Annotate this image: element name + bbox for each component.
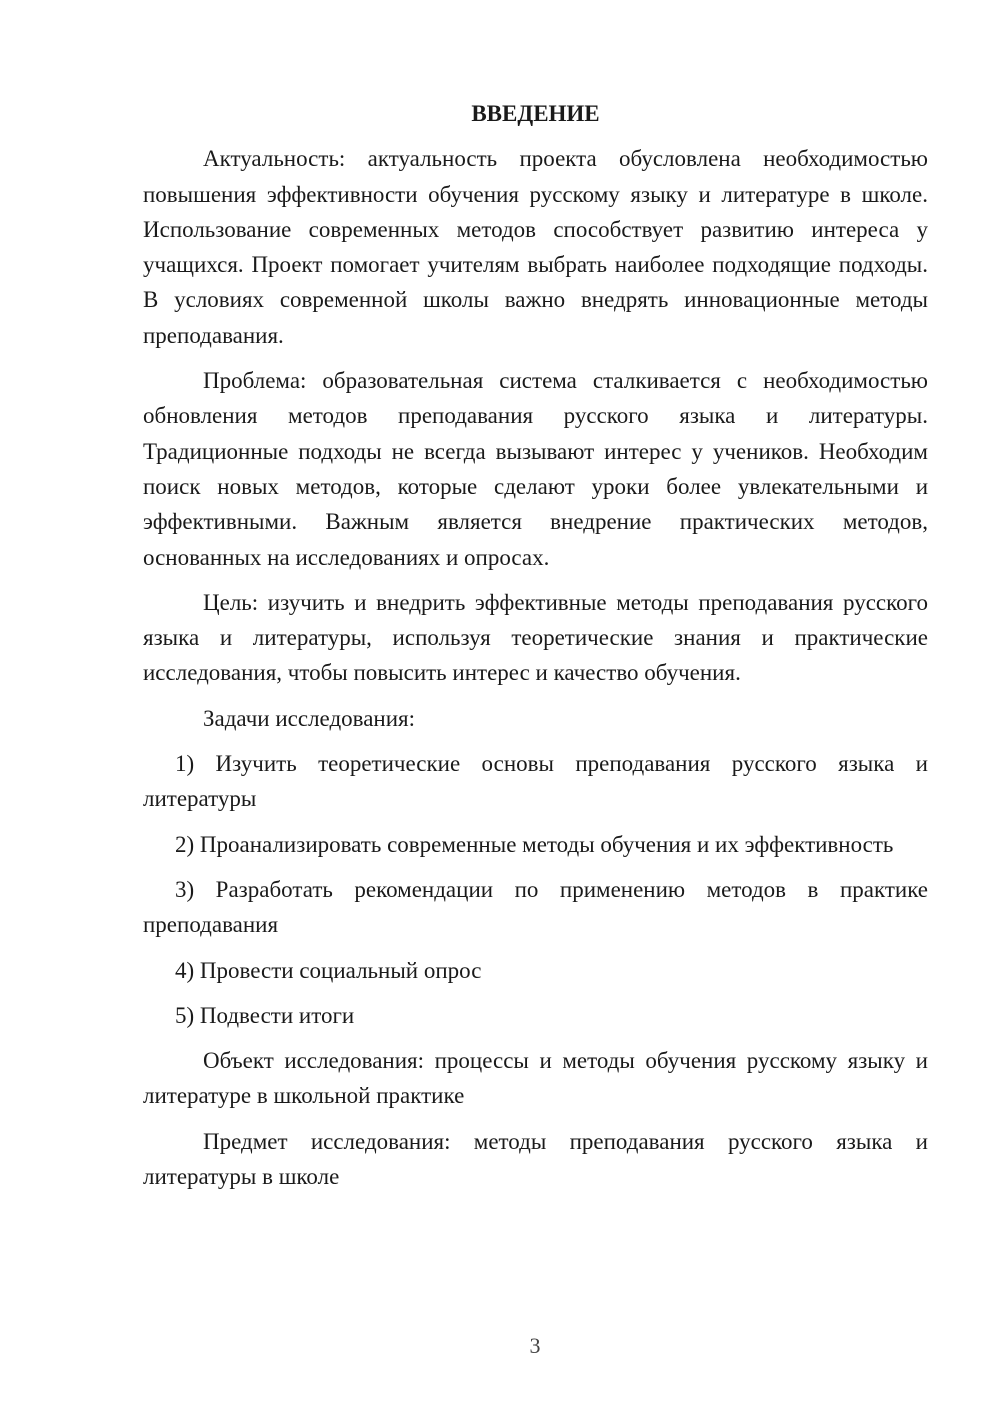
page-content [143,96,928,1204]
page-title: ВВЕДЕНИЕ [471,101,600,126]
paragraph-subject: Предмет исследования: методы преподавания русского языка и литературы в школе [143,1128,928,1190]
paragraph-object: Объект исследования: процессы и методы обучения русскому языку и литературе в школьной практике [143,1048,928,1109]
task-item: 1) Изучить теоретические основы преподавания русского языка и литературы [143,751,928,812]
paragraph-goal: Цель: изучить и внедрить эффективные методы преподавания русского языка и литературы, используя теоретические знания и практические исследования, чтобы повысить интерес и качество обучения. [143,589,928,686]
task-item: 4) Провести социальный опрос [175,957,482,983]
paragraph-problem: Проблема: образовательная система сталкивается с необходимостью обновления методов преподавания русского языка и литературы. Традиционные подходы не всегда вызывают интерес у учеников. Необходим поиск новых методов, которые сделают уроки более увлекательными и эффективными. Важным является внедрение практических методов, основанных на исследованиях и опросах. [143,368,928,570]
paragraph-relevance: Актуальность: актуальность проекта обусловлена необходимостью повышения эффективности обучения русскому языку и литературе в школе. Использование современных методов способствует развитию интереса у учащихся. Проект помогает учителям выбрать наиболее подходящие подходы. В условиях современной школы важно внедрять инновационные методы преподавания. [143,146,928,348]
page-number: 3 [529,1333,541,1358]
tasks-heading: Задачи исследования: [203,705,416,731]
task-item: 5) Подвести итоги [175,1002,355,1028]
task-item: 2) Проанализировать современные методы обучения и их эффективность [175,831,894,857]
task-item: 3) Разработать рекомендации по применению методов в практике преподавания [143,876,928,938]
